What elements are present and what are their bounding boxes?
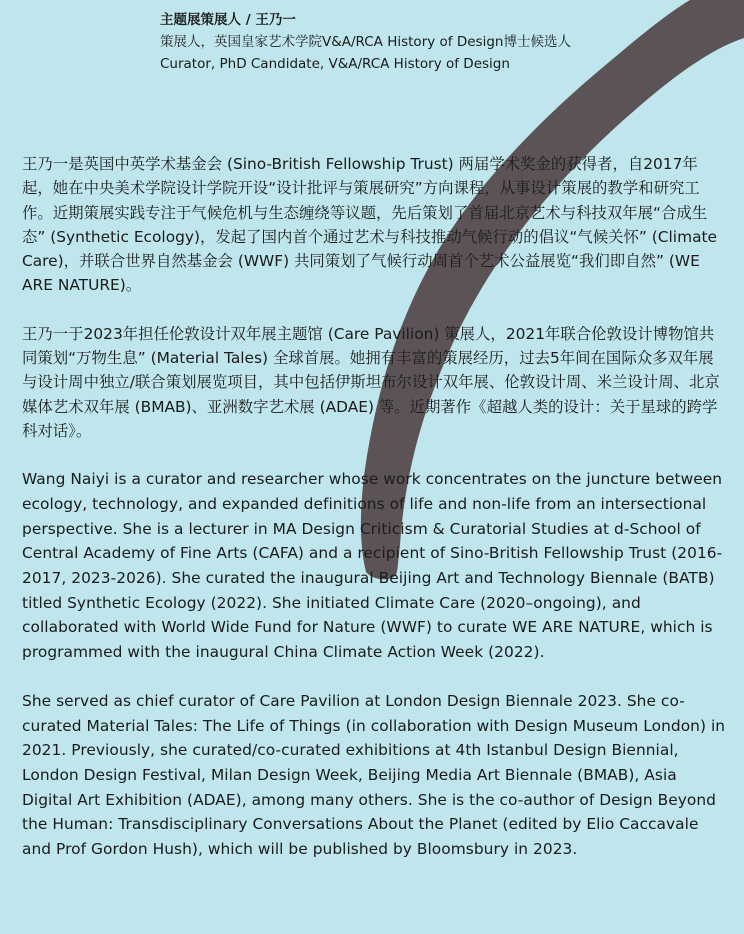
bio-paragraph-zh-2: 王乃一于2023年担任伦敦设计双年展主题馆 (Care Pavilion) 策展人，2021年联合伦敦设计博物馆共同策划“万物生息” (Material Tales) 全球首展。她拥有丰富的策展经历，过去5年间在国际众多双年展与设计周中独立/联合策划展览项目，其中包括伊斯坦布尔设计双年展、伦敦设计周、米兰设计周、北京媒体艺术双年展 (BMAB)、亚洲数字艺术展 (ADAE) 等。近期著作《超越人类的设计：关于星球的跨学科对话》。 (22, 324, 720, 440)
biography (22, 152, 727, 886)
curator-header (160, 9, 720, 75)
bio-paragraph-en-1: Wang Naiyi is a curator and researcher whose work concentrates on the juncture between ecology, technology, and expanded definitions of life and non-life from an intersectional perspective. She is a lecturer in MA Design Criticism & Curatorial Studies at d-School of Central Academy of Fine Arts (CAFA) and a recipient of Sino-British Fellowship Trust (2016-2017, 2023-2026). She curated the inaugural Beijing Art and Technology Biennale (BATB) titled Synthetic Ecology (2022). She initiated Climate Care (2020–ongoing), and collaborated with World Wide Fund for Nature (WWF) to curate WE ARE NATURE, which is programmed with the inaugural China Climate Action Week (2022). (22, 470, 723, 662)
curator-title: 主题展策展人 / 王乃一 (160, 12, 296, 28)
bio-paragraph-zh-1: 王乃一是英国中英学术基金会 (Sino-British Fellowship Trust) 两届学术奖金的获得者，自2017年起，她在中央美术学院设计学院开设“设计批评与策展研究”方向课程，从事设计策展的教学和研究工作。近期策展实践专注于气候危机与生态缠绕等议题，先后策划了首届北京艺术与科技双年展“合成生态” (Synthetic Ecology)，发起了国内首个通过艺术与科技推动气候行动的倡议“气候关怀” (Climate Care)，并联合世界自然基金会 (WWF) 共同策划了气候行动周首个艺术公益展览“我们即自然” (WE ARE NATURE)。 (22, 155, 717, 295)
bio-paragraph-en-2: She served as chief curator of Care Pavilion at London Design Biennale 2023. She co-curated Material Tales: The Life of Things (in collaboration with Design Museum London) in 2021. Previously, she curated/co-curated exhibitions at 4th Istanbul Design Biennial, London Design Festival, Milan Design Week, Beijing Media Art Biennale (BMAB), Asia Digital Art Exhibition (ADAE), among many others. She is the co-author of Design Beyond the Human: Transdisciplinary Conversations About the Planet (edited by Elio Caccavale and Prof Gordon Hush), which will be published by Bloomsbury in 2023. (22, 691, 726, 859)
curator-role-chinese: 策展人，英国皇家艺术学院V&A/RCA History of Design博士候选人 (160, 34, 571, 50)
curator-role-english: Curator, PhD Candidate, V&A/RCA History of Design (160, 56, 510, 72)
